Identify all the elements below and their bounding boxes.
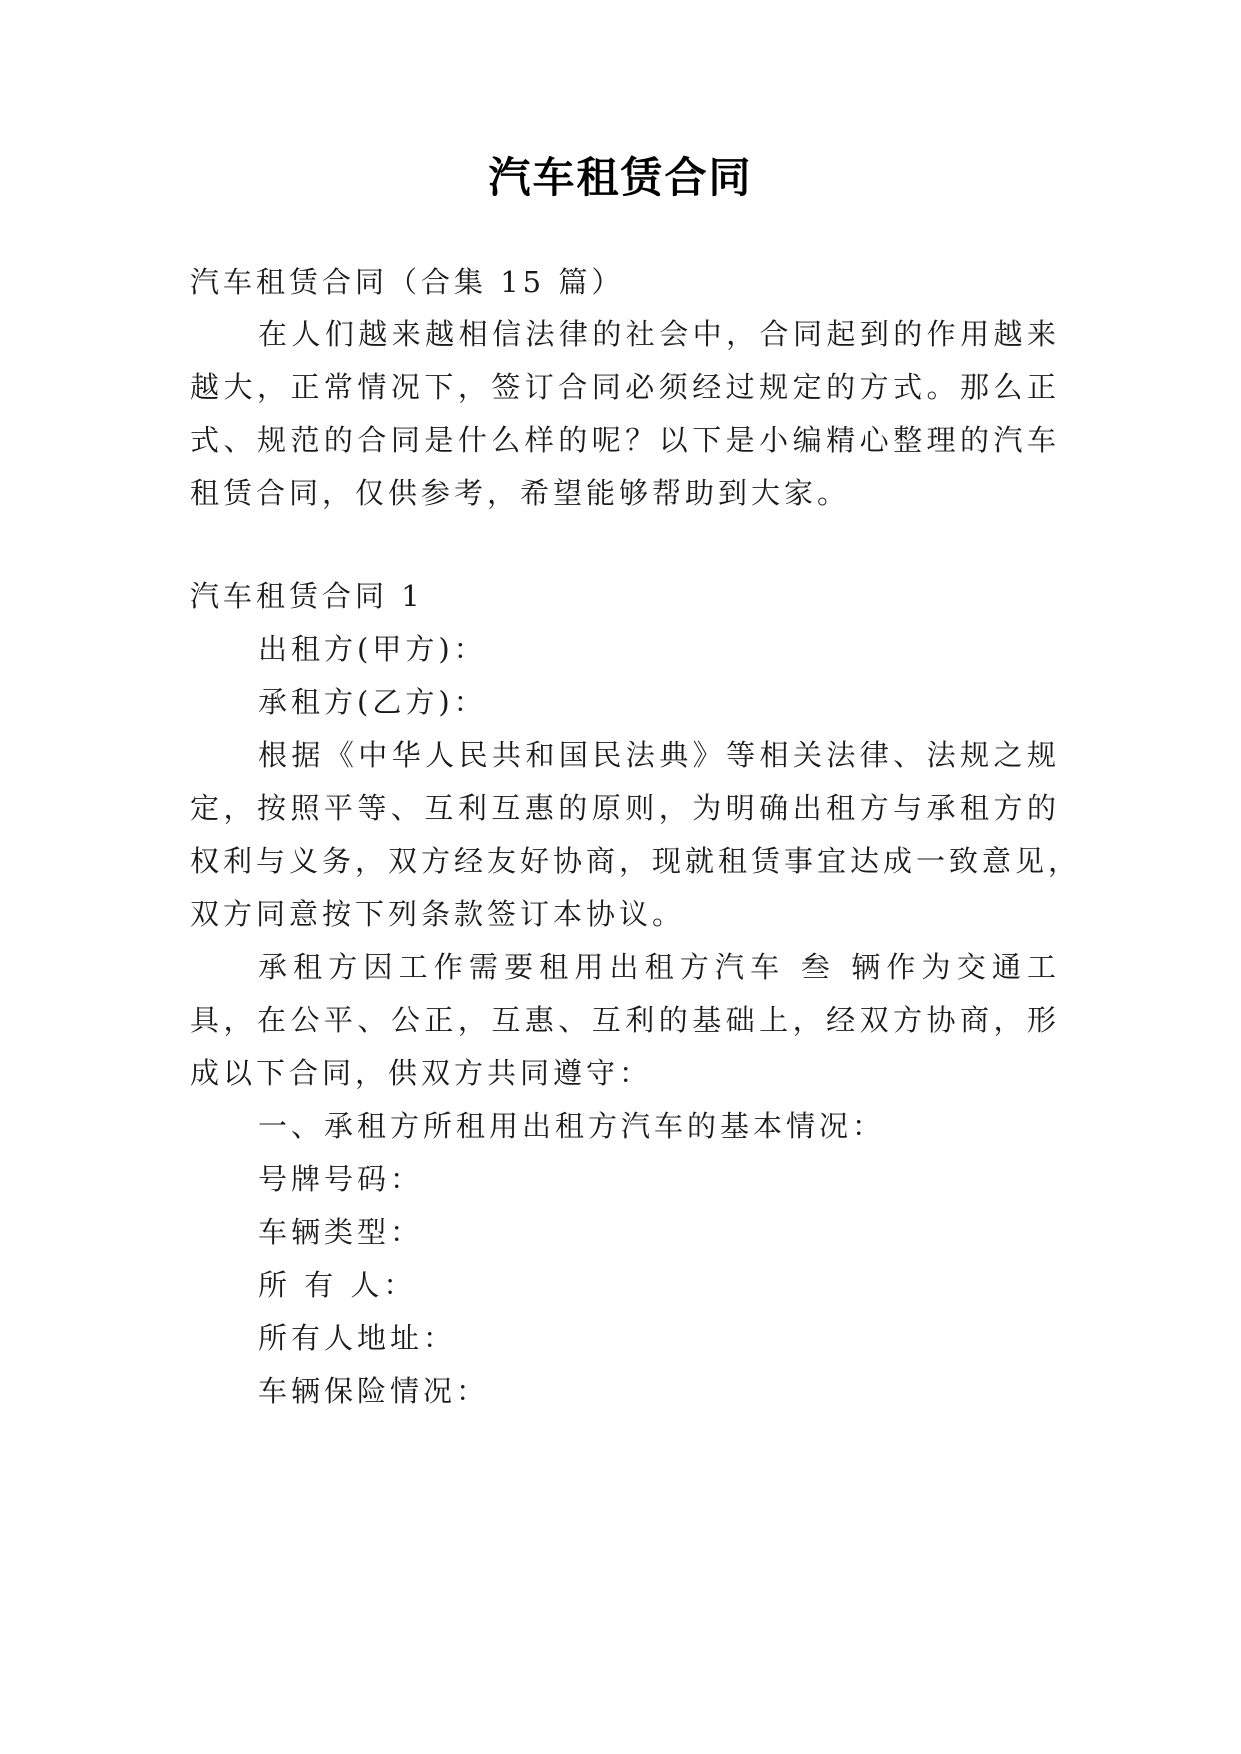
field-plate-number: 号牌号码： [258, 1162, 424, 1196]
document-title: 汽车租赁合同 [488, 153, 753, 202]
purpose-line-2: 具，在公平、公正，互惠、互利的基础上，经双方协商，形 [190, 1003, 1060, 1037]
basis-line-4: 双方同意按下列条款签订本协议。 [190, 897, 686, 931]
intro-line-1: 在人们越来越相信法律的社会中，合同起到的作用越来 [258, 317, 1060, 351]
purpose-line-3: 成以下合同，供双方共同遵守： [190, 1056, 653, 1090]
intro-line-4: 租赁合同，仅供参考，希望能够帮助到大家。 [190, 476, 851, 510]
field-owner: 所 有 人： [258, 1268, 417, 1302]
lessor-line: 出租方(甲方)： [258, 632, 487, 666]
document-subtitle: 汽车租赁合同（合集 15 篇） [190, 265, 625, 299]
field-owner-address: 所有人地址： [258, 1321, 457, 1355]
intro-line-3: 式、规范的合同是什么样的呢？以下是小编精心整理的汽车 [190, 423, 1060, 457]
intro-line-2: 越大，正常情况下，签订合同必须经过规定的方式。那么正 [190, 370, 1060, 404]
field-vehicle-type: 车辆类型： [258, 1215, 424, 1249]
purpose-line-1: 承租方因工作需要租用出租方汽车 叁 辆作为交通工 [258, 950, 1061, 984]
clause-one-heading: 一、承租方所租用出租方汽车的基本情况： [258, 1109, 886, 1143]
field-insurance: 车辆保险情况： [258, 1374, 490, 1408]
lessee-line: 承租方(乙方)： [258, 685, 487, 719]
basis-line-1: 根据《中华人民共和国民法典》等相关法律、法规之规 [258, 738, 1060, 772]
basis-line-2: 定，按照平等、互利互惠的原则，为明确出租方与承租方的 [190, 791, 1060, 825]
basis-line-3: 权利与义务，双方经友好协商，现就租赁事宜达成一致意见， [190, 844, 1082, 878]
section-heading: 汽车租赁合同 1 [190, 579, 424, 613]
